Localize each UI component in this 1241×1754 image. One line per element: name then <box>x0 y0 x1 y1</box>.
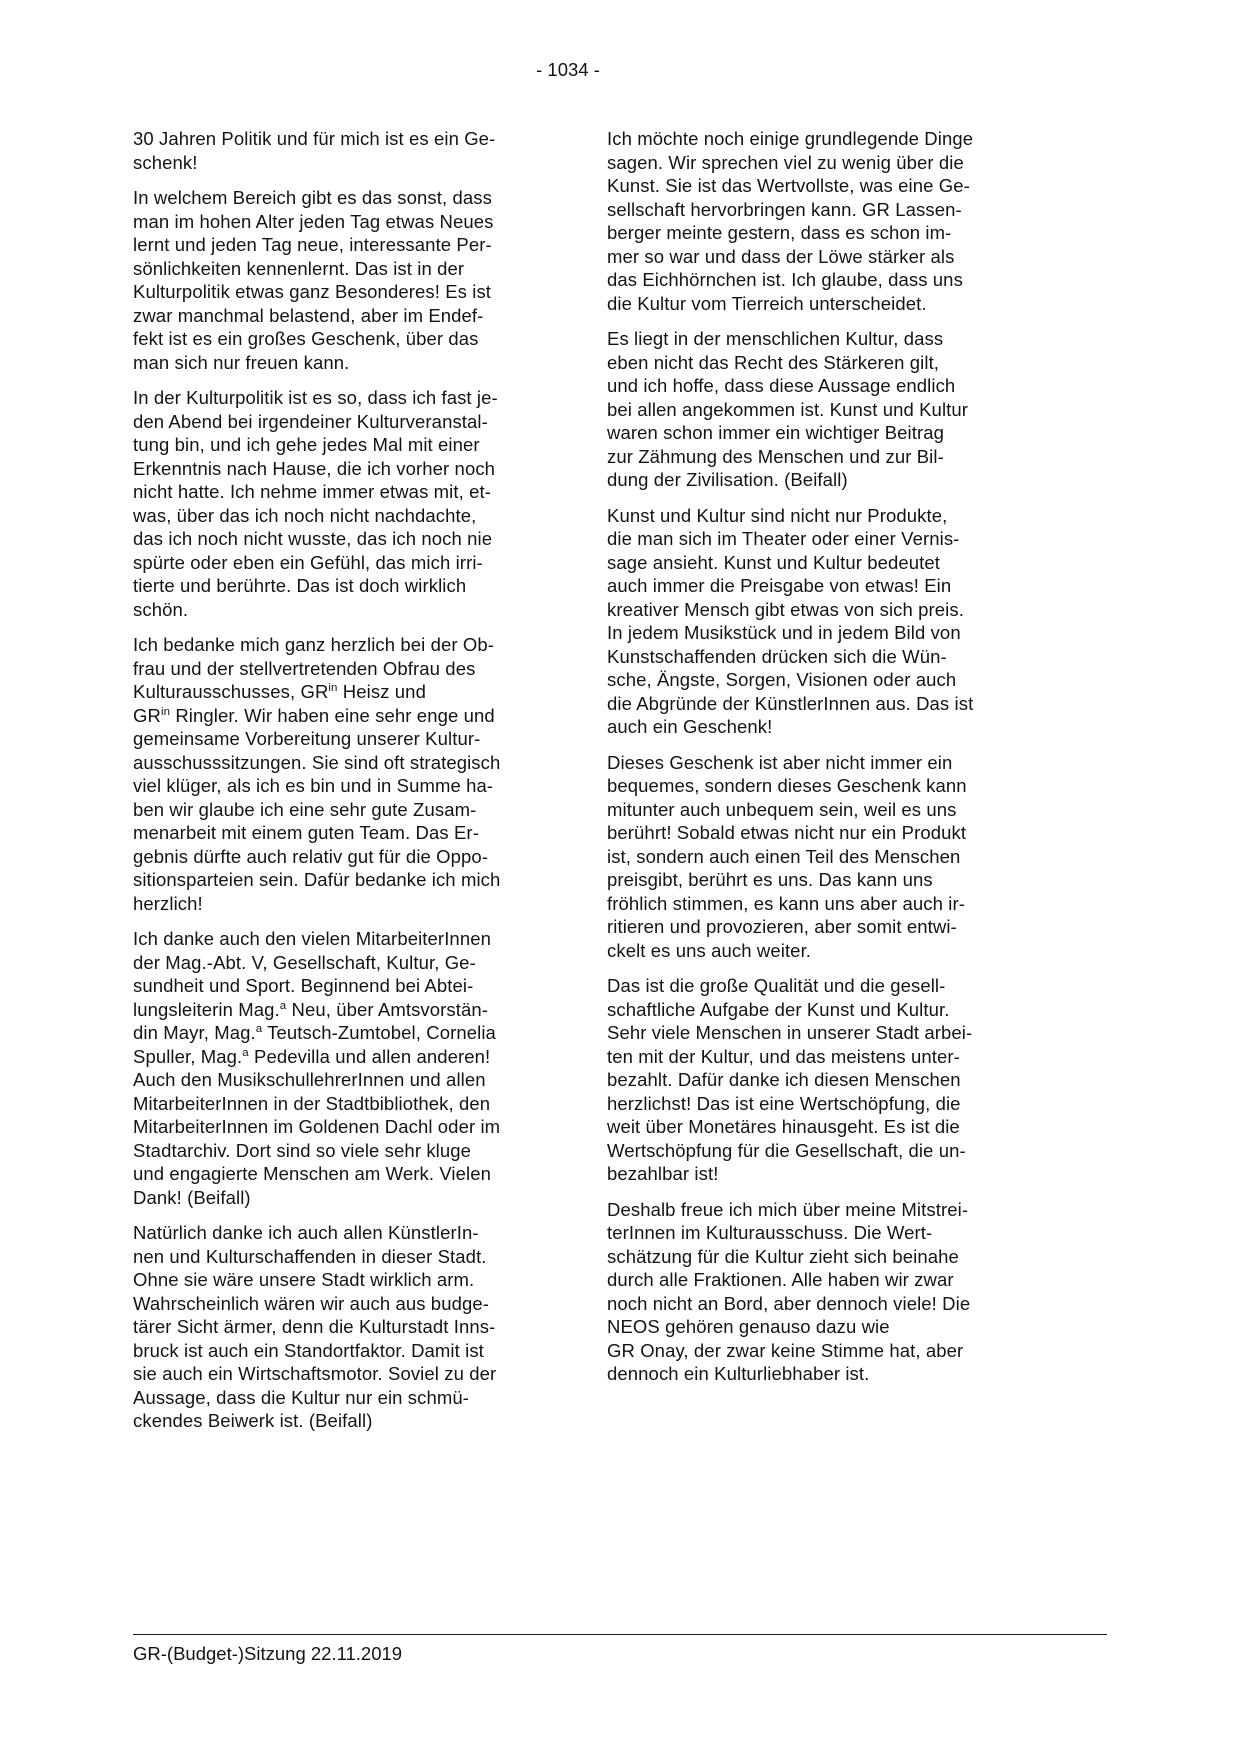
paragraph: Deshalb freue ich mich über meine Mitstrei- terInnen im Kulturausschuss. Die Wert- schätzung für die Kultur zieht sich beinahe durch alle Fraktionen. Alle haben wir zwar noch nicht an Bord, aber dennoch viele! Die NEOS gehören genauso dazu wie GR Onay, der zwar keine Stimme hat, aber dennoch ein Kulturliebhaber ist. <box>607 1198 971 1384</box>
page-footer <box>133 1634 1107 1666</box>
page-body <box>133 127 1059 1445</box>
paragraph: Es liegt in der menschlichen Kultur, dass eben nicht das Recht des Stärkeren gilt, und ich hoffe, dass diese Aussage endlich bei allen angekommen ist. Kunst und Kultur waren schon immer ein wichtiger Beitrag zur Zähmung des Menschen und zur Bil- dung der Zivilisation. (Beifall) <box>607 328 969 490</box>
paragraph: In welchem Bereich gibt es das sonst, dass man im hohen Alter jeden Tag etwas Neues lernt und jeden Tag neue, interessante Per- sönlichkeiten kennenlernt. Das ist in der Kulturpolitik etwas ganz Besonderes! Es ist zwar manchmal belastend, aber im Endef- fekt ist es ein großes Geschenk, über das man sich nur freuen kann. <box>133 187 494 373</box>
paragraph: 30 Jahren Politik und für mich ist es ein Ge- schenk! <box>133 128 496 173</box>
paragraph: Natürlich danke ich auch allen KünstlerIn- nen und Kulturschaffenden in dieser Stadt. Ohne sie wäre unsere Stadt wirklich arm. Wahrscheinlich wären wir auch aus budge- tärer Sicht ärmer, denn die Kulturstadt Inns- bruck ist auch ein Standortfaktor. Damit ist sie auch ein Wirtschaftsmotor. Soviel zu der Aussage, dass die Kultur nur ein schmü- ckendes Beiwerk ist. (Beifall) <box>133 1222 497 1431</box>
paragraph: Dieses Geschenk ist aber nicht immer ein bequemes, sondern dieses Geschenk kann mitunter auch unbequem sein, weil es uns berührt! Sobald etwas nicht nur ein Produkt ist, sondern auch einen Teil des Menschen preisgibt, berührt es uns. Das kann uns fröhlich stimmen, es kann uns aber auch ir- ritieren und provozieren, aber somit entwi- ckelt es uns auch weiter. <box>607 751 967 961</box>
paragraph: Ich danke auch den vielen MitarbeiterInnen der Mag.-Abt. V, Gesellschaft, Kultur, Ge- sundheit und Sport. Beginnend bei Abtei- lungsleiterin Mag.$^a$ Neu, über Amtsvorstän- din Mayr, Mag.$^a$ Teutsch-Zumtobel, Cornelia Spuller, Mag.$^a$ Pedevilla und allen anderen! Auch den MusikschullehrerInnen und allen MitarbeiterInnen in der Stadtbibliothek, den MitarbeiterInnen im Goldenen Dachl oder im Stadtarchiv. Dort sind so viele sehr kluge und engagierte Menschen am Werk. Vielen Dank! (Beifall) <box>133 928 501 1208</box>
paragraph: Ich möchte noch einige grundlegende Dinge sagen. Wir sprechen viel zu wenig über die Kunst. Sie ist das Wertvollste, was eine Ge- sellschaft hervorbringen kann. GR Lassen- berger meinte gestern, dass es schon im- mer so war und dass der Löwe stärker als das Eichhörnchen ist. Ich glaube, dass uns die Kultur vom Tierreich unterscheidet. <box>607 128 974 314</box>
page-number: - 1034 - <box>536 59 600 80</box>
paragraph: Das ist die große Qualität und die gesell- schaftliche Aufgabe der Kunst und Kultur. Sehr viele Menschen in unserer Stadt arbei- ten mit der Kultur, und das meistens unter- bezahlt. Dafür danke ich diesen Menschen herzlichst! Das ist eine Wertschöpfung, die weit über Monetäres hinausgeht. Es ist die Wertschöpfung für die Gesellschaft, die un- bezahlbar ist! <box>607 975 973 1184</box>
paragraph: Kunst und Kultur sind nicht nur Produkte, die man sich im Theater oder einer Vernis- sage ansieht. Kunst und Kultur bedeutet auch immer die Preisgabe von etwas! Ein kreativer Mensch gibt etwas von sich preis. In jedem Musikstück und in jedem Bild von Kunstschaffenden drücken sich die Wün- sche, Ängste, Sorgen, Visionen oder auch die Abgründe der KünstlerInnen aus. Das ist auch ein Geschenk! <box>607 504 974 737</box>
right-column <box>607 127 1059 1445</box>
footer-session-label: GR-(Budget-)Sitzung 22.11.2019 <box>133 1643 403 1664</box>
footer-divider <box>133 1634 1107 1635</box>
paragraph: In der Kulturpolitik ist es so, dass ich fast je- den Abend bei irgendeiner Kulturveranstal- tung bin, und ich gehe jedes Mal mit einer Erkenntnis nach Hause, die ich vorher noch nicht hatte. Ich nehme immer etwas mit, et- was, über das ich noch nicht nachdachte, das ich noch nicht wusste, das ich noch nie spürte oder eben ein Gefühl, das mich irri- tierte und berührte. Das ist doch wirklich schön. <box>133 387 498 620</box>
left-column <box>133 127 585 1445</box>
paragraph: Ich bedanke mich ganz herzlich bei der Ob- frau und der stellvertretenden Obfrau des Kulturausschusses, $GR^{in}$ Heisz und $GR^{in}$ Ringler. Wir haben eine sehr enge und gemeinsame Vorbereitung unserer Kultur- ausschusssitzungen. Sie sind oft strategisch viel klüger, als ich es bin und in Summe ha- ben wir glaube ich eine sehr gute Zusam- menarbeit mit einem guten Team. Das Er- gebnis dürfte auch relativ gut für die Oppo- sitionsparteien sein. Dafür bedanke ich mich herzlich! <box>133 634 501 914</box>
